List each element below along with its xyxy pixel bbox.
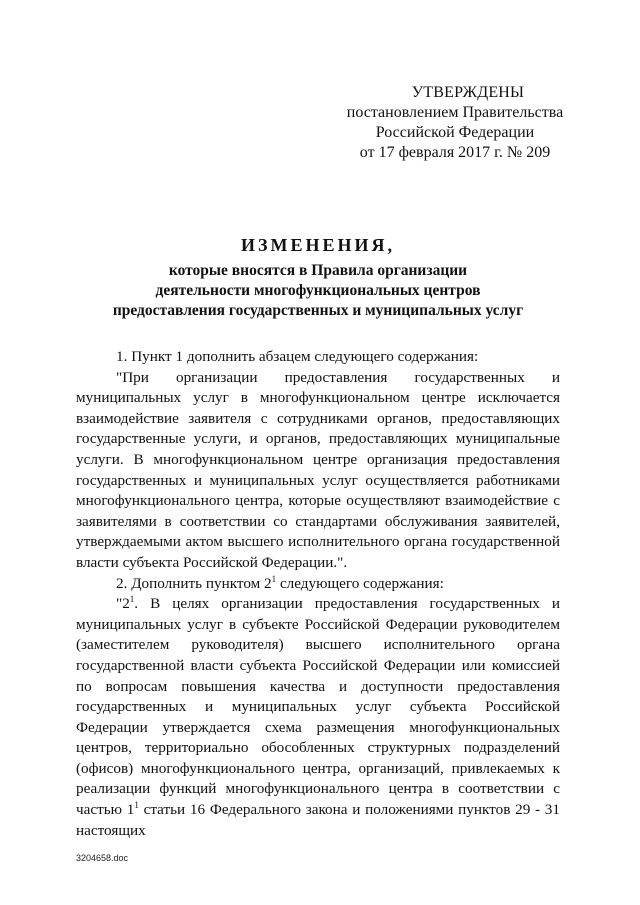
approval-line-3: от 17 февраля 2017 г. № 209 [359, 144, 551, 161]
item-2-text-superscript-2: 1 [134, 800, 139, 811]
document-body [76, 347, 560, 841]
document-title-block [76, 232, 560, 321]
item-2-text-part-b: . В целях организации предоставления государственных и муниципальных услуг в субъекте Российской Федерации руководителем (заместителем руководителя) высшего исполнительного органа государственной власти субъекта Российской Федерации или комиссией по вопросам повышения качества и доступности предоставления государственных и муниципальных услуг субъекта Российской Федерации утверждается схема размещения многофункциональных центров, территориально обособленных структурных подразделений (офисов) многофункционального центра, организаций, привлекаемых к реализации функций многофункционального центра в соответствии с частью 1 [76, 595, 560, 819]
title-subline-1: которые вносятся в Правила организации [168, 262, 468, 279]
document-title: ИЗМЕНЕНИЯ, [240, 235, 395, 255]
footer-filename: 3204658.doc [76, 853, 129, 863]
item-2-intro [76, 574, 560, 595]
item-2-text-part-a: "2 [116, 595, 130, 613]
item-2-text-superscript: 1 [129, 594, 135, 605]
approval-line-2: Российской Федерации [375, 124, 535, 141]
item-1-text: "При организации предоставления государственных и муниципальных услуг в многофункциональном центре исключается взаимодействие заявителя с сотрудниками органов, предоставляющих государственные услуги, и органов, предоставляющих муниципальные услуги. В многофункциональном центре организация предоставления государственных и муниципальных услуг осуществляется работниками многофункционального центра, которые осуществляют взаимодействие с заявителями в соответствии со стандартами обслуживания заявителей, утверждаемыми актом высшего исполнительного органа государственной власти субъекта Российской Федерации.". [76, 368, 560, 571]
item-2-text [76, 594, 560, 841]
approval-heading: УТВЕРЖДЕНЫ [411, 84, 525, 101]
approval-line-1: постановлением Правительства [346, 104, 564, 121]
item-2-intro-part-a: 2. Дополнить пунктом 2 [116, 574, 272, 592]
title-subline-3: предоставления государственных и муниципальных услуг [112, 302, 524, 319]
item-1-intro: 1. Пункт 1 дополнить абзацем следующего содержания: [116, 348, 479, 365]
approval-stamp [330, 83, 580, 163]
item-2-intro-superscript: 1 [271, 573, 277, 584]
item-2-intro-part-b: следующего содержания: [276, 574, 444, 592]
title-subline-2: деятельности многофункциональных центров [155, 282, 481, 299]
item-2-text-part-c: статьи 16 Федерального закона и положениями пунктов 29 - 31 настоящих [76, 801, 560, 839]
